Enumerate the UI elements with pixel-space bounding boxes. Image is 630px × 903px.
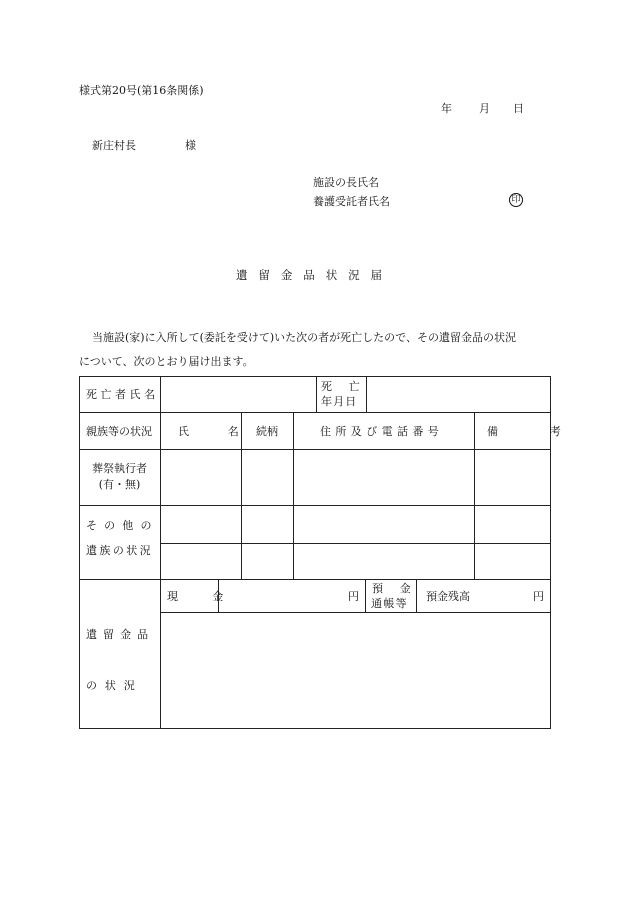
col-remarks: 備 考: [487, 425, 586, 438]
funeral-label-2: (有・無): [98, 478, 141, 491]
status-table: [79, 376, 586, 729]
col-relation: 続柄: [256, 425, 278, 438]
seal-mark: 印: [509, 193, 523, 207]
document-title: 遺留金品状況届: [236, 268, 393, 282]
col-name: 氏 名: [178, 425, 257, 438]
effects-label-2: の 状 況: [86, 679, 137, 692]
cash-label: 現 金: [167, 590, 239, 603]
death-date-label-2: 年月日: [321, 395, 358, 408]
date-month-label: 月: [479, 102, 490, 115]
deceased-name-label: 死亡者氏名: [86, 388, 159, 401]
balance-label: 預金残高: [426, 590, 470, 603]
other-label-2: 遺族の状況: [86, 544, 154, 557]
cash-yen: 円: [348, 590, 359, 603]
body-line-2: について、次のとおり届け出ます。: [79, 355, 254, 368]
date-year-label: 年: [441, 102, 452, 115]
facility-head-label: 施設の長氏名: [313, 176, 379, 189]
form-number: 様式第20号(第16条関係): [79, 84, 204, 97]
funeral-label-1: 葬祭執行者: [92, 462, 147, 475]
other-label-1: その他の: [86, 519, 159, 532]
addressee: 新庄村長: [92, 139, 136, 152]
effects-label-1: 遺留金品: [86, 628, 155, 641]
honorific: 様: [185, 139, 196, 152]
deposit-label-1: 預 金: [372, 582, 418, 595]
relatives-label: 親族等の状況: [86, 425, 152, 438]
col-address-phone: 住所及び電話番号: [320, 425, 444, 438]
caretaker-label: 養護受託者氏名: [313, 195, 390, 208]
death-date-label-1: 死 亡: [321, 380, 367, 393]
deposit-label-2: 通帳等: [371, 597, 408, 610]
balance-yen: 円: [533, 590, 544, 603]
date-day-label: 日: [513, 102, 524, 115]
body-line-1: 当施設(家)に入所して(委託を受けて)いた次の者が死亡したので、その遺留金品の状況: [92, 331, 516, 344]
